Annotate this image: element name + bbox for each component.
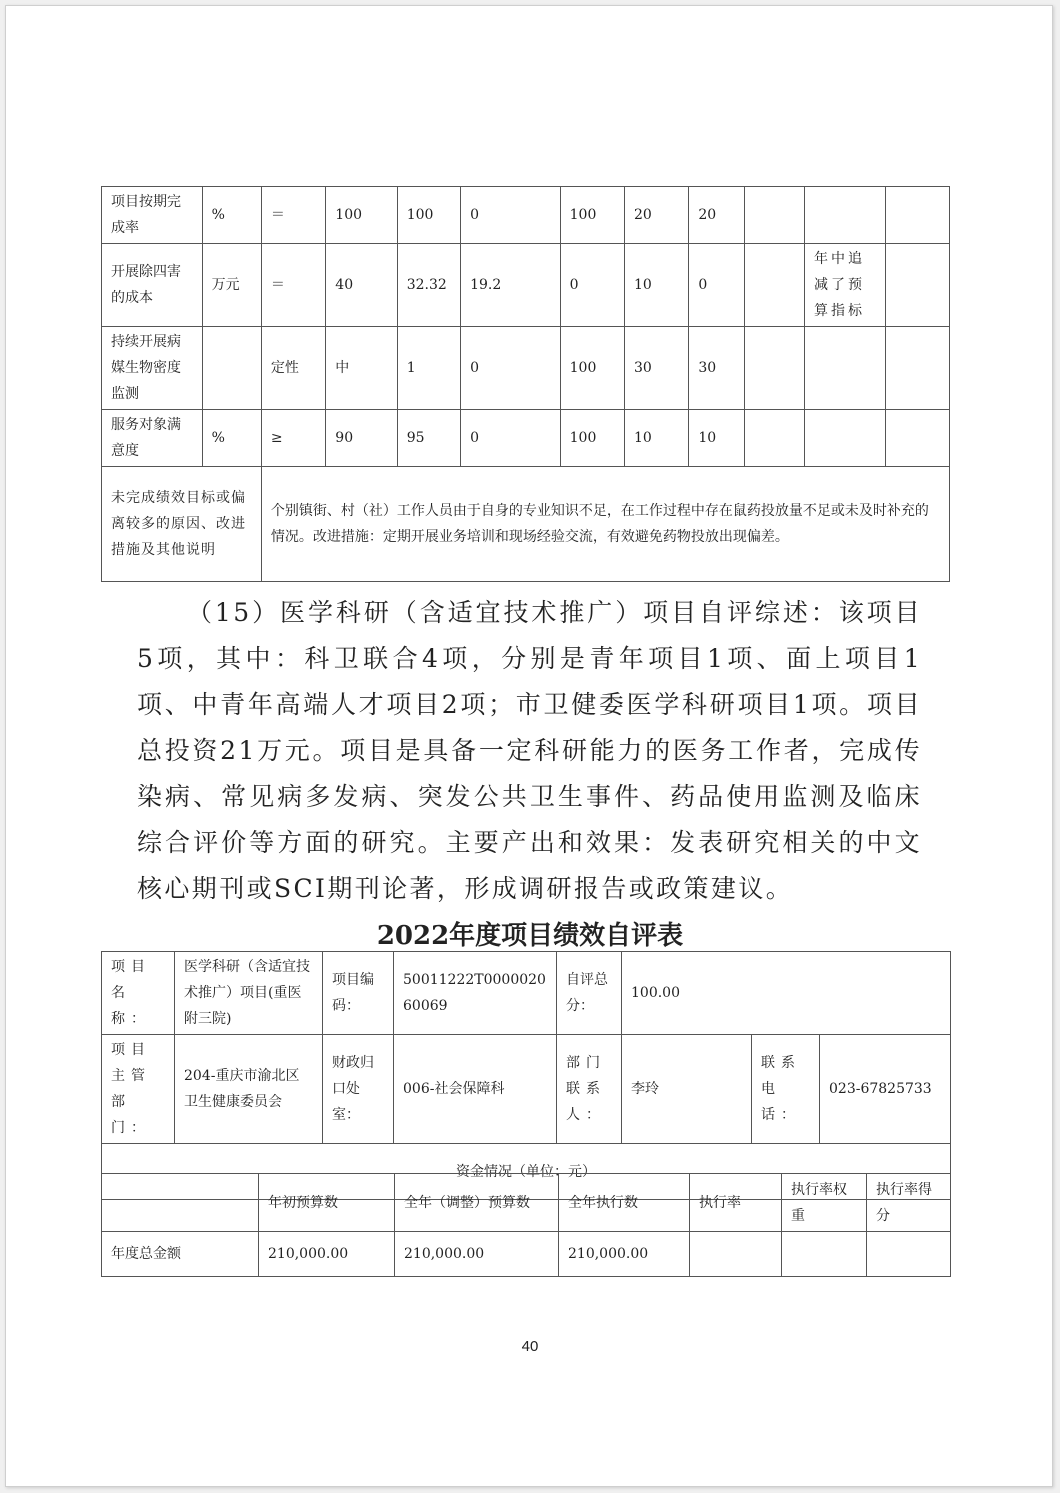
dept-label: 项目主管部门： bbox=[102, 1035, 175, 1144]
contact-value: 李玲 bbox=[622, 1035, 752, 1144]
indicator-cell: 100 bbox=[560, 410, 624, 467]
indicator-cell: 10 bbox=[625, 410, 689, 467]
summary-paragraph: （15）医学科研（含适宜技术推广）项目自评综述：该项目5项，其中：科卫联合4项，分别是青年项目1项、面上项目1项、中青年高端人才项目2项；市卫健委医学科研项目1项。项目总投资21万元。项目是具备一定科研能力的医务工作者，完成传染病、常见病多发病、突发公共卫生事件、药品使用监测及临床综合评价等方面的研究。主要产出和效果：发表研究相关的中文核心期刊或SCI期刊论著，形成调研报告或政策建议。 bbox=[137, 598, 922, 903]
indicator-name: 服务对象满意度 bbox=[102, 410, 203, 467]
note-text: 个别镇街、村（社）工作人员由于自身的专业知识不足，在工作过程中存在鼠药投放量不足或未及时补充的情况。改进措施：定期开展业务培训和现场经验交流，有效避免药物投放出现偏差。 bbox=[261, 467, 949, 582]
table-cell: 210,000.00 bbox=[395, 1232, 559, 1277]
performance-indicator-table bbox=[101, 186, 950, 582]
indicator-cell bbox=[885, 410, 949, 467]
indicator-type: 定性 bbox=[261, 327, 325, 410]
table-cell: 210,000.00 bbox=[559, 1232, 690, 1277]
fund-table bbox=[101, 1173, 951, 1277]
score-value: 100.00 bbox=[622, 952, 951, 1035]
column-header: 年初预算数 bbox=[259, 1174, 395, 1232]
project-name-value: 医学科研（含适宜技术推广）项目(重医附三院) bbox=[175, 952, 323, 1035]
indicator-type: ＝ bbox=[261, 187, 325, 244]
indicator-cell bbox=[744, 244, 804, 327]
contact-label: 部门联系人： bbox=[557, 1035, 622, 1144]
table-cell: 210,000.00 bbox=[259, 1232, 395, 1277]
table-row bbox=[102, 327, 950, 410]
indicator-cell: 30 bbox=[689, 327, 744, 410]
project-code-value: 50011222T000002060069 bbox=[394, 952, 557, 1035]
column-header bbox=[102, 1174, 259, 1232]
table-row bbox=[102, 467, 950, 582]
indicator-target: 40 bbox=[326, 244, 397, 327]
indicator-cell bbox=[744, 410, 804, 467]
indicator-cell bbox=[805, 410, 885, 467]
indicator-cell: 0 bbox=[461, 410, 561, 467]
indicator-cell bbox=[885, 187, 949, 244]
indicator-cell: 19.2 bbox=[461, 244, 561, 327]
table-row bbox=[102, 410, 950, 467]
column-header: 全年（调整）预算数 bbox=[395, 1174, 559, 1232]
table-row bbox=[102, 1232, 951, 1277]
indicator-cell bbox=[885, 244, 949, 327]
indicator-unit: 万元 bbox=[202, 244, 261, 327]
indicator-name: 开展除四害的成本 bbox=[102, 244, 203, 327]
score-label: 自评总分： bbox=[557, 952, 622, 1035]
indicator-name: 持续开展病媒生物密度监测 bbox=[102, 327, 203, 410]
indicator-cell: 10 bbox=[689, 410, 744, 467]
table-header-row bbox=[102, 1174, 951, 1232]
table-cell bbox=[690, 1232, 782, 1277]
phone-value: 023-67825733 bbox=[820, 1035, 951, 1144]
indicator-actual: 32.32 bbox=[397, 244, 460, 327]
indicator-cell: 100 bbox=[560, 327, 624, 410]
indicator-cell bbox=[744, 327, 804, 410]
column-header: 执行率权重 bbox=[782, 1174, 867, 1232]
indicator-cell: 30 bbox=[625, 327, 689, 410]
page-number: 40 bbox=[521, 1338, 539, 1355]
indicator-type: ≥ bbox=[261, 410, 325, 467]
dept-value: 204-重庆市渝北区卫生健康委员会 bbox=[175, 1035, 323, 1144]
indicator-target: 100 bbox=[326, 187, 397, 244]
table-row bbox=[102, 244, 950, 327]
indicator-cell: 100 bbox=[560, 187, 624, 244]
indicator-cell: 0 bbox=[461, 187, 561, 244]
fund-header: 资金情况（单位：元） bbox=[102, 1144, 951, 1200]
column-header: 执行率得分 bbox=[867, 1174, 951, 1232]
table-title: 2022年度项目绩效自评表 bbox=[376, 921, 684, 951]
table-row bbox=[102, 952, 951, 1035]
indicator-cell bbox=[805, 327, 885, 410]
phone-label: 联系电话： bbox=[752, 1035, 820, 1144]
indicator-unit bbox=[202, 327, 261, 410]
indicator-cell: 0 bbox=[689, 244, 744, 327]
indicator-cell: 20 bbox=[689, 187, 744, 244]
finance-label: 财政归口处室： bbox=[323, 1035, 394, 1144]
indicator-actual: 1 bbox=[397, 327, 460, 410]
finance-value: 006-社会保障科 bbox=[394, 1035, 557, 1144]
indicator-type: ＝ bbox=[261, 244, 325, 327]
indicator-actual: 100 bbox=[397, 187, 460, 244]
indicator-cell: 10 bbox=[625, 244, 689, 327]
indicator-unit: % bbox=[202, 187, 261, 244]
table-row bbox=[102, 187, 950, 244]
table-cell bbox=[782, 1232, 867, 1277]
indicator-target: 90 bbox=[326, 410, 397, 467]
indicator-unit: % bbox=[202, 410, 261, 467]
table-cell bbox=[867, 1232, 951, 1277]
indicator-cell: 0 bbox=[560, 244, 624, 327]
indicator-cell bbox=[805, 187, 885, 244]
indicator-cell: 0 bbox=[461, 327, 561, 410]
column-header: 执行率 bbox=[690, 1174, 782, 1232]
indicator-target: 中 bbox=[326, 327, 397, 410]
indicator-cell bbox=[744, 187, 804, 244]
column-header: 全年执行数 bbox=[559, 1174, 690, 1232]
note-label: 未完成绩效目标或偏离较多的原因、改进措施及其他说明 bbox=[102, 467, 262, 582]
table-row bbox=[102, 1035, 951, 1144]
indicator-actual: 95 bbox=[397, 410, 460, 467]
indicator-name: 项目按期完成率 bbox=[102, 187, 203, 244]
table-cell: 年度总金额 bbox=[102, 1232, 259, 1277]
indicator-cell: 20 bbox=[625, 187, 689, 244]
project-code-label: 项目编码： bbox=[323, 952, 394, 1035]
indicator-remark: 年中追减了预算指标 bbox=[805, 244, 885, 327]
indicator-cell bbox=[885, 327, 949, 410]
project-info-table bbox=[101, 951, 951, 1200]
project-name-label: 项目名称： bbox=[102, 952, 175, 1035]
